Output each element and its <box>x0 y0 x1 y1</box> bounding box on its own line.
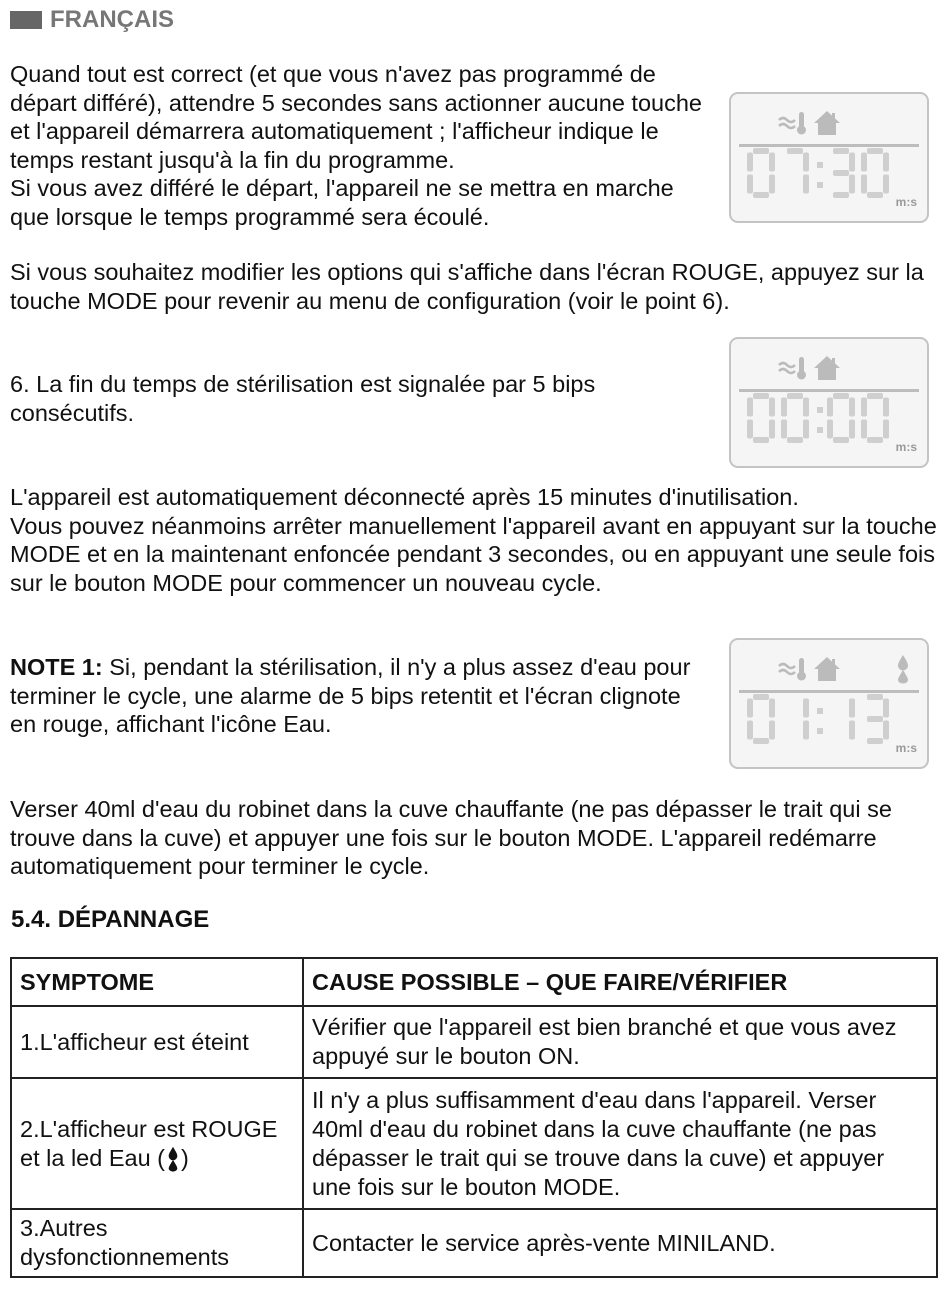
symptom-line: ) <box>181 1144 189 1171</box>
lcd-unit: m:s <box>895 440 917 454</box>
steam-thermometer-icon <box>777 355 809 381</box>
water-drop-icon <box>895 654 911 684</box>
cause-cell: Contacter le service après-vente MINILAND. <box>303 1209 937 1277</box>
water-drop-icon <box>165 1146 181 1172</box>
section-title: 5.4. DÉPANNAGE <box>11 906 210 933</box>
lcd-time <box>743 692 893 752</box>
table-row <box>11 1006 937 1078</box>
table-row <box>11 1078 937 1209</box>
symptom-cell <box>11 1078 303 1209</box>
paragraph-text: Verser 40ml d'eau du robinet dans la cuve chauffante (ne pas dépasser le trait qui se trouve dans la cuve) et appuyer une fois sur le bouton MODE. L'appareil redémarre automatiquement pour terminer le cycle. <box>10 796 892 879</box>
note-water-alarm <box>10 653 705 739</box>
cause-cell: Vérifier que l'appareil est bien branché et que vous avez appuyé sur le bouton ON. <box>303 1006 937 1078</box>
lcd-time <box>743 391 893 451</box>
paragraph-text: Vous pouvez néanmoins arrêter manuellement l'appareil avant en appuyant sur la touche MODE et en la maintenant enfoncée pendant 3 secondes, ou en appuyant une seule fois sur le bouton MODE pour commencer un nouveau cycle. <box>10 512 937 596</box>
language-marker <box>10 11 42 29</box>
lcd-display <box>729 638 929 769</box>
symptom-line: 2.L'afficheur est ROUGE <box>20 1115 278 1142</box>
symptom-cell: 3.Autres dysfonctionnements <box>11 1209 303 1277</box>
table-header-cause: CAUSE POSSIBLE – QUE FAIRE/VÉRIFIER <box>303 958 937 1006</box>
language-label: FRANÇAIS <box>50 6 174 33</box>
lcd-time <box>743 146 893 206</box>
home-icon <box>813 656 841 682</box>
steam-thermometer-icon <box>777 656 809 682</box>
note-label: NOTE 1: <box>10 654 103 680</box>
cause-cell: Il n'y a plus suffisamment d'eau dans l'appareil. Verser 40ml d'eau du robinet dans la cuve chauffante (ne pas dépasser le trait qui se trouve dans la cuve) et appuyer une fois sur le bouton MODE. <box>303 1078 937 1209</box>
paragraph-refill-water <box>10 795 940 881</box>
table-header-symptom: SYMPTOME <box>11 958 303 1006</box>
symptom-cell: 1.L'afficheur est éteint <box>11 1006 303 1078</box>
paragraph-text: 6. La fin du temps de stérilisation est signalée par 5 bips consécutifs. <box>10 371 596 426</box>
paragraph-end-beeps <box>10 370 670 427</box>
lcd-unit: m:s <box>895 741 917 755</box>
lcd-top-bar <box>739 347 919 392</box>
paragraph-text: L'appareil est automatiquement déconnecté après 15 minutes d'inutilisation. <box>10 484 799 510</box>
lcd-top-bar <box>739 102 919 147</box>
lcd-display <box>729 337 929 468</box>
paragraph-auto-start <box>10 60 715 231</box>
paragraph-text: Si vous souhaitez modifier les options qui s'affiche dans l'écran ROUGE, appuyez sur la touche MODE pour revenir au menu de configuration (voir le point 6). <box>10 259 924 314</box>
paragraph-text: Si vous avez différé le départ, l'appareil ne se mettra en marche que lorsque le temps programmé sera écoulé. <box>10 175 674 230</box>
lcd-unit: m:s <box>895 195 917 209</box>
paragraph-text: Quand tout est correct (et que vous n'avez pas programmé de départ différé), attendre 5 secondes sans actionner aucune touche et l'appareil démarrera automatiquement ; l'afficheur indique le temps restant jusqu'à la fin du programme. <box>10 61 702 173</box>
home-icon <box>813 110 841 136</box>
table-row <box>11 1209 937 1277</box>
steam-thermometer-icon <box>777 110 809 136</box>
language-header <box>10 6 174 34</box>
note-text: Si, pendant la stérilisation, il n'y a plus assez d'eau pour terminer le cycle, une alarme de 5 bips retentit et l'écran clignote en rouge, affichant l'icône Eau. <box>10 654 691 737</box>
symptom-line: et la led Eau ( <box>20 1144 166 1171</box>
table-header-row <box>11 958 937 1006</box>
troubleshooting-table <box>10 957 938 1278</box>
lcd-top-bar <box>739 648 919 693</box>
paragraph-modify-options <box>10 258 940 315</box>
home-icon <box>813 355 841 381</box>
lcd-display <box>729 92 929 223</box>
paragraph-auto-off <box>10 483 940 597</box>
